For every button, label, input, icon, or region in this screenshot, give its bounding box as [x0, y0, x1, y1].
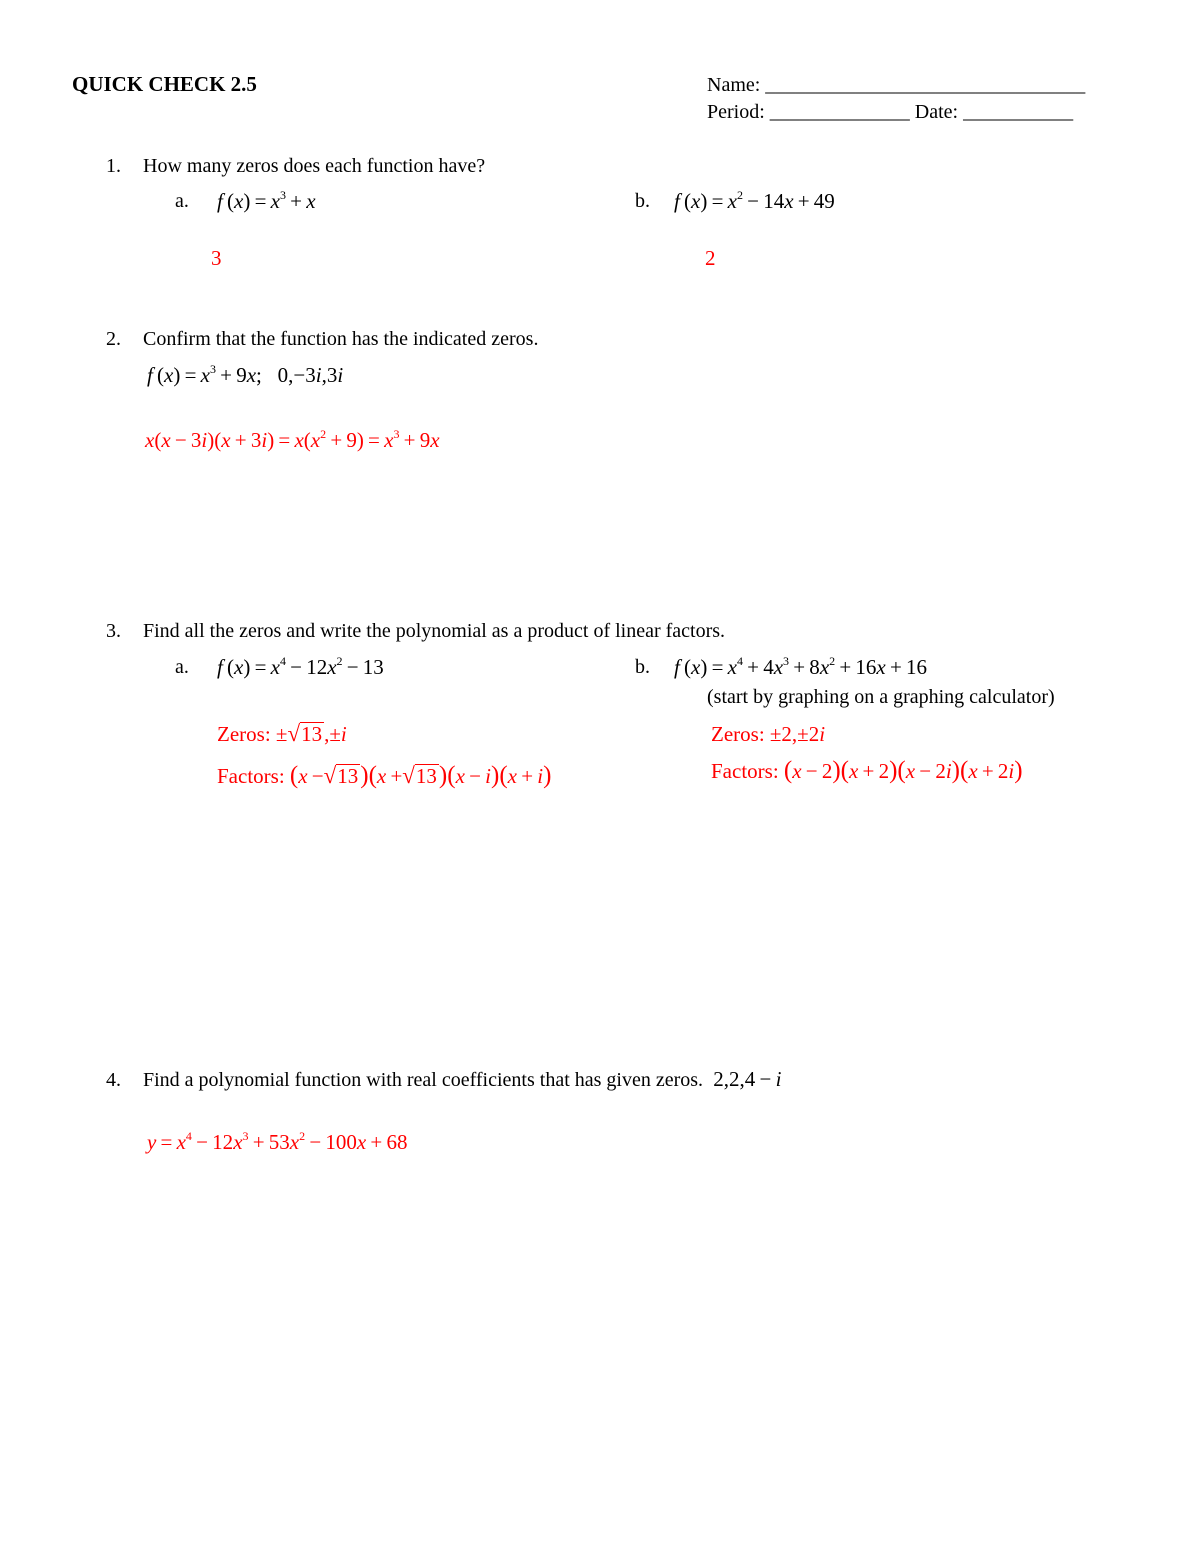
q1-a-label: a. — [175, 190, 189, 212]
question-2 — [106, 328, 538, 351]
zeros-label: Zeros: — [711, 722, 765, 746]
question-text: Find all the zeros and write the polynomial as a product of linear factors. — [143, 620, 726, 642]
q3-b-factors: Factors: (x − 2)(x + 2)(x − 2i)(x + 2i) — [711, 757, 1023, 784]
q1-a-function: f $(x) = x^3 + x$ — [217, 188, 316, 213]
q3-a-factors: Factors: (x −√13)(x +√13)(x − i)(x + i) — [217, 762, 552, 789]
zeros-label: Zeros: — [217, 722, 271, 746]
q3-b-function: f $(x) = x^4 + 4x^3 + 8x^2 + 16x + 16$ — [674, 654, 927, 679]
question-text: How many zeros does each function have? — [143, 155, 486, 177]
q3-b-zeros: Zeros: ±2,±2i — [711, 722, 826, 746]
question-1 — [106, 155, 485, 178]
q2-answer: $x(x - 3i)(x + 3i) = x(x^2 + 9) = x^3 + 9x$ — [145, 427, 440, 452]
q3-a-label: a. — [175, 656, 189, 678]
question-text: Find a polynomial function with real coefficients that has given zeros. — [143, 1069, 704, 1091]
q1-b-label: b. — [635, 190, 650, 212]
q3-b-note: (start by graphing on a graphing calculator) — [707, 686, 1055, 708]
q4-zeros: 2,2,4 − i — [708, 1067, 782, 1091]
factors-label: Factors: — [217, 764, 285, 788]
period-date-field[interactable]: Period: ______________ Date: ___________ — [707, 101, 1074, 123]
q1-a-answer: 3 — [211, 246, 222, 270]
q1-b-answer: 2 — [705, 246, 716, 270]
question-number: 1. — [106, 155, 121, 177]
question-4 — [106, 1067, 781, 1092]
q2-function: f $(x) = x^3 + 9x$; 0,−3i,3i — [147, 362, 344, 387]
question-number: 2. — [106, 328, 121, 350]
page-title: QUICK CHECK 2.5 — [72, 72, 257, 96]
question-3 — [106, 620, 725, 643]
q3-b-label: b. — [635, 656, 650, 678]
q3-a-zeros: Zeros: ±√13,±i — [217, 721, 347, 746]
q1-b-function: f $(x) = x^2 - 14x + 49$ — [674, 188, 835, 213]
factors-label: Factors: — [711, 759, 779, 783]
q4-answer: $y = x^4 - 12x^3 + 53x^2 - 100x + 68$ — [147, 1129, 408, 1154]
question-number: 4. — [106, 1069, 121, 1091]
name-field[interactable]: Name: ________________________________ — [707, 74, 1086, 96]
question-text: Confirm that the function has the indicated zeros. — [143, 328, 539, 350]
q3-a-function: f $(x) = x^4 - 12x^2 - 13$ — [217, 654, 384, 679]
question-number: 3. — [106, 620, 121, 642]
